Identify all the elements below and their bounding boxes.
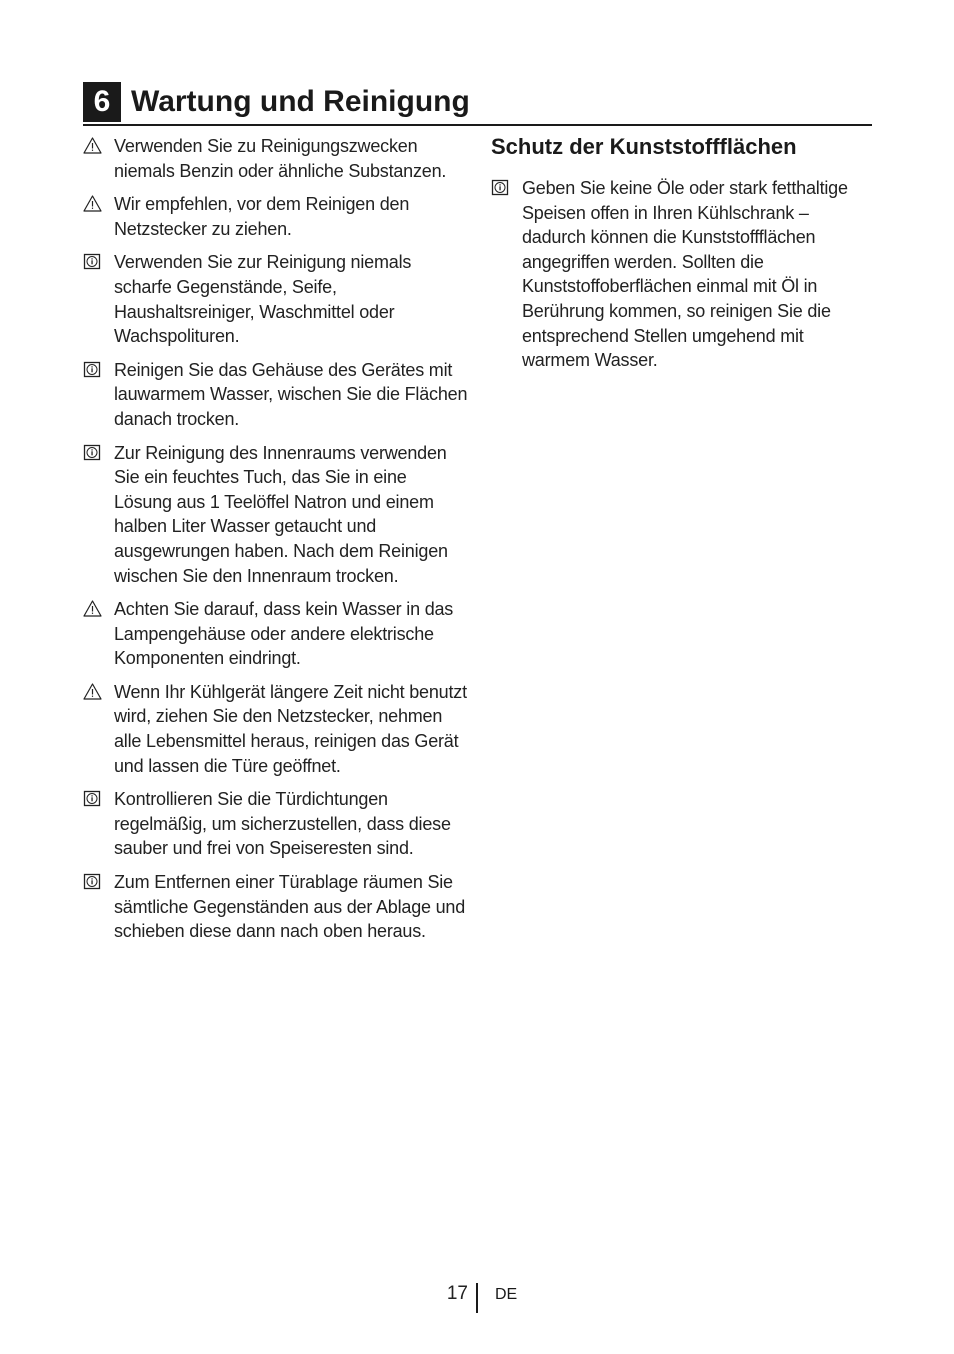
list-item-text: Reinigen Sie das Gehäuse des Gerätes mit lauwarmem Wasser, wischen Sie die Flächen danach trocken. [114, 359, 468, 429]
page-title: Wartung und Reinigung [131, 85, 470, 118]
list-item-text: Achten Sie darauf, dass kein Wasser in das Lampengehäuse oder andere elektrische Komponenten eindringt. [114, 599, 454, 669]
list-item [83, 134, 468, 183]
list-item [83, 358, 468, 432]
list-item [491, 176, 876, 373]
warning-icon [83, 137, 102, 154]
list-item-text: Wenn Ihr Kühlgerät längere Zeit nicht benutzt wird, ziehen Sie den Netzstecker, nehmen alle Lebensmittel heraus, reinigen das Gerät und lassen die Türe geöffnet. [114, 681, 467, 776]
list-item-text: Geben Sie keine Öle oder stark fetthaltige Speisen offen in Ihren Kühlschrank – dadurch können die Kunststoffflächen angegriffen werden. Sollten die Kunststoffoberflächen einmal mit Öl in Berührung kommen, so reinigen Sie die entsprechend Stellen umgehend mit warmem Wasser. [522, 178, 848, 371]
language-code: DE [495, 1286, 518, 1303]
list-item-text: Zur Reinigung des Innenraums verwenden Sie ein feuchtes Tuch, das Sie in eine Lösung aus 1 Teelöffel Natron und einem halben Liter Wasser getaucht und ausgewrungen haben. Nach dem Reinigen wischen Sie den Innenraum trocken. [114, 442, 448, 586]
list-item-text: Verwenden Sie zu Reinigungszwecken niemals Benzin oder ähnliche Substanzen. [114, 136, 447, 181]
list-item-text: Zum Entfernen einer Türablage räumen Sie sämtliche Gegenständen aus der Ablage und schieben diese dann nach oben heraus. [114, 872, 466, 942]
info-icon [83, 790, 102, 807]
right-column [491, 134, 876, 382]
section-subheading: Schutz der Kunststoffflächen [491, 134, 797, 159]
list-item [83, 680, 468, 778]
list-item [83, 250, 468, 348]
list-item [83, 597, 468, 671]
info-icon [83, 873, 102, 890]
list-item-text: Wir empfehlen, vor dem Reinigen den Netzstecker zu ziehen. [114, 194, 410, 239]
info-icon [491, 179, 510, 196]
list-item-text: Verwenden Sie zur Reinigung niemals scharfe Gegenstände, Seife, Haushaltsreiniger, Waschmittel oder Wachspolituren. [114, 252, 412, 347]
footer-divider [476, 1283, 478, 1313]
warning-icon [83, 600, 102, 617]
info-icon [83, 361, 102, 378]
list-item [83, 192, 468, 241]
warning-icon [83, 683, 102, 700]
page-number: 17 [446, 1283, 468, 1304]
list-item [83, 787, 468, 861]
list-item [83, 441, 468, 589]
list-item-text: Kontrollieren Sie die Türdichtungen regelmäßig, um sicherzustellen, dass diese sauber und frei von Speiseresten sind. [114, 789, 451, 859]
info-icon [83, 253, 102, 270]
section-header [83, 82, 872, 126]
warning-icon [83, 195, 102, 212]
section-number-badge: 6 [83, 82, 121, 122]
left-column [83, 134, 468, 953]
list-item [83, 870, 468, 944]
info-icon [83, 444, 102, 461]
